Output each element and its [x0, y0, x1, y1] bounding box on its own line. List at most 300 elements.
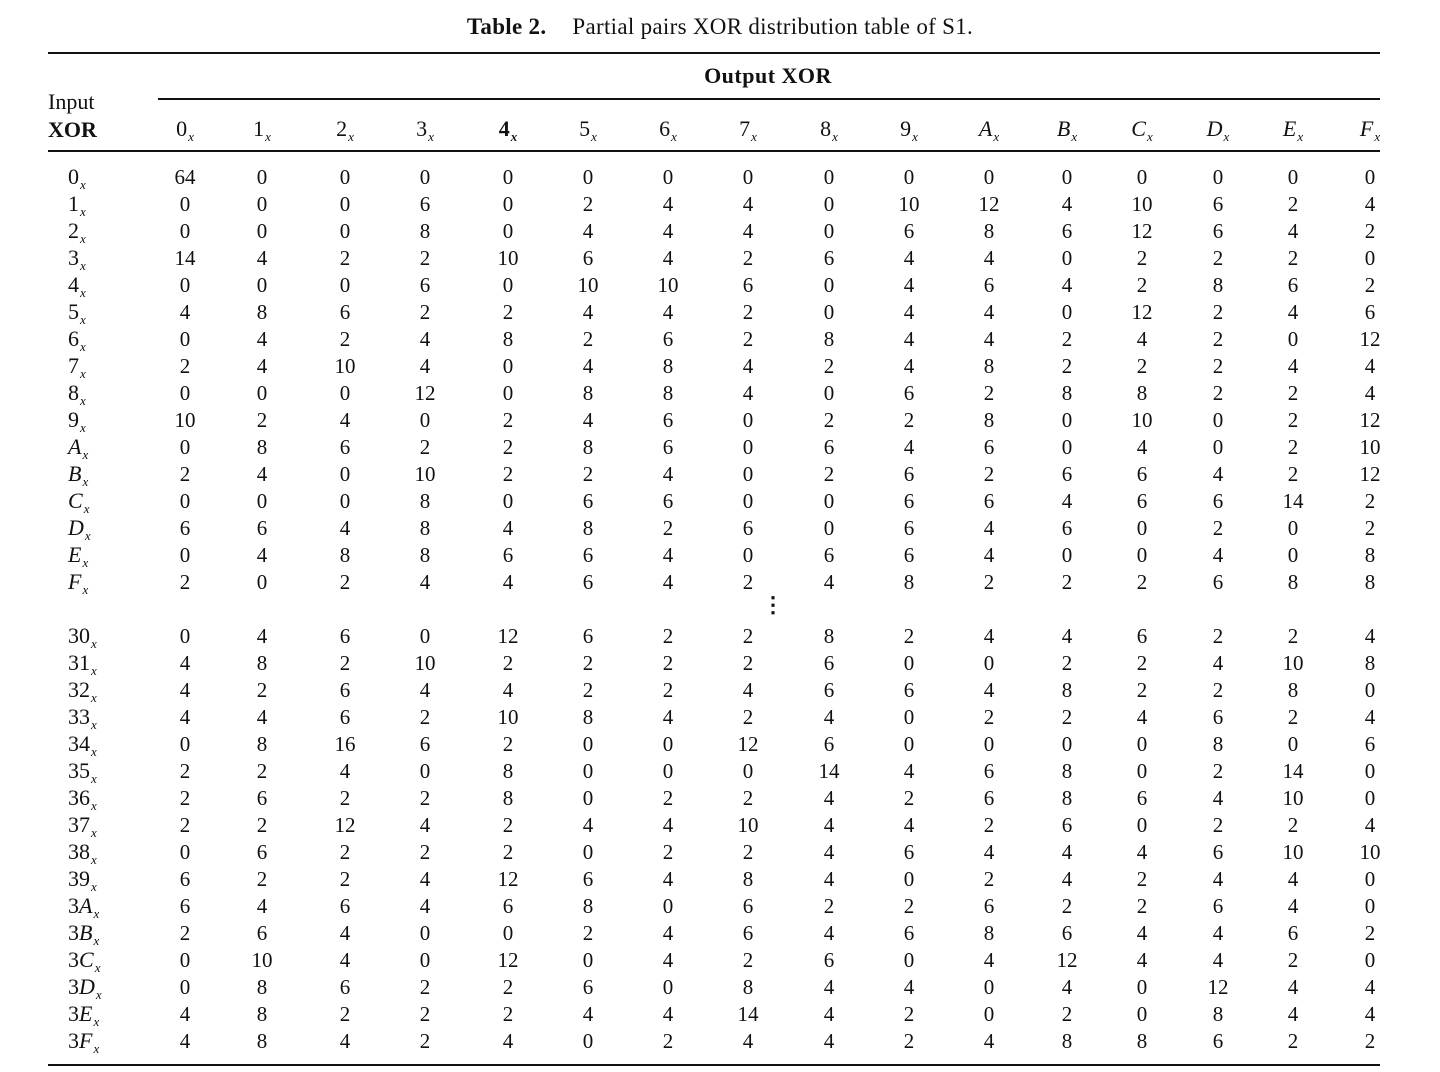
table-cell: 2	[1212, 624, 1224, 648]
row-label-subscript: x	[80, 177, 86, 192]
row-label-prefix: 3	[68, 758, 79, 783]
table-cell: 2	[419, 840, 431, 864]
table-cell: 8	[256, 975, 268, 999]
table-cell: 0	[179, 381, 191, 405]
input-header-line2: XOR	[48, 117, 97, 142]
table-cell: 6	[179, 867, 191, 891]
table-cell: 0	[582, 759, 594, 783]
table-cell: 4	[662, 543, 674, 567]
column-header-digit: 3	[416, 116, 428, 141]
table-cell: 8	[502, 327, 514, 351]
table-cell: 0	[179, 219, 191, 243]
table-cell: 2	[1287, 1029, 1299, 1053]
table-cell: 0	[179, 840, 191, 864]
table-cell: 4	[582, 354, 594, 378]
table-cell: 4	[179, 678, 191, 702]
table-cell: 0	[983, 651, 995, 675]
column-header	[820, 116, 838, 145]
table-cell: 0	[339, 381, 351, 405]
table-cell: 4	[419, 327, 431, 351]
table-cell: 8	[1136, 381, 1148, 405]
table-cell: 4	[1287, 300, 1299, 324]
table-cell: 8	[903, 570, 915, 594]
table-cell: 0	[1287, 165, 1299, 189]
table-cell: 12	[737, 732, 759, 756]
table-cell: 6	[662, 408, 674, 432]
table-cell: 0	[582, 165, 594, 189]
table-cell: 4	[983, 948, 995, 972]
table-cell: 6	[742, 894, 754, 918]
table-cell: 14	[1282, 759, 1304, 783]
table-cell: 8	[582, 705, 594, 729]
table-cell: 4	[1061, 624, 1073, 648]
table-cell: 6	[1212, 219, 1224, 243]
input-xor-header	[48, 88, 97, 144]
column-header-subscript: x	[428, 129, 434, 144]
table-cell: 0	[1061, 408, 1073, 432]
table-cell: 2	[582, 462, 594, 486]
table-cell: 0	[1287, 732, 1299, 756]
table-cell: 0	[1364, 165, 1376, 189]
table-cell: 0	[662, 732, 674, 756]
table-cell: 10	[1359, 435, 1381, 459]
table-cell: 2	[742, 651, 754, 675]
table-cell: 6	[823, 651, 835, 675]
row-label-prefix: 3	[68, 1028, 79, 1053]
table-cell: 2	[1287, 246, 1299, 270]
table-cell: 0	[179, 489, 191, 513]
table-cell: 0	[179, 975, 191, 999]
row-label-digit: F	[68, 569, 82, 594]
table-cell: 4	[1364, 975, 1376, 999]
table-cell: 10	[657, 273, 679, 297]
table-cell: 8	[823, 624, 835, 648]
table-cell: 0	[256, 489, 268, 513]
table-cell: 4	[582, 1002, 594, 1026]
table-cell: 4	[742, 354, 754, 378]
table-cell: 8	[1061, 759, 1073, 783]
table-cell: 2	[419, 435, 431, 459]
table-cell: 8	[419, 219, 431, 243]
row-label-subscript: x	[80, 420, 86, 435]
table-cell: 12	[334, 813, 356, 837]
table-cell: 4	[256, 462, 268, 486]
table-cell: 0	[419, 921, 431, 945]
table-cell: 6	[1212, 705, 1224, 729]
table-cell: 4	[1061, 867, 1073, 891]
table-cell: 0	[1136, 732, 1148, 756]
row-label-prefix: 3	[68, 731, 79, 756]
table-cell: 10	[1282, 786, 1304, 810]
table-cell: 0	[256, 219, 268, 243]
table-cell: 2	[339, 651, 351, 675]
table-cell: 4	[1287, 354, 1299, 378]
table-cell: 4	[983, 1029, 995, 1053]
table-cell: 8	[256, 300, 268, 324]
table-cell: 4	[582, 300, 594, 324]
row-label-digit: 6	[79, 785, 90, 810]
table-cell: 2	[1364, 921, 1376, 945]
table-cell: 6	[983, 435, 995, 459]
table-cell: 12	[978, 192, 1000, 216]
table-cell: 2	[1287, 624, 1299, 648]
table-cell: 2	[983, 462, 995, 486]
table-cell: 2	[983, 867, 995, 891]
table-cell: 6	[823, 678, 835, 702]
table-cell: 4	[1287, 1002, 1299, 1026]
table-cell: 2	[1364, 273, 1376, 297]
table-cell: 4	[742, 381, 754, 405]
column-header-digit: 0	[176, 116, 188, 141]
row-label-subscript: x	[91, 663, 97, 678]
table-cell: 2	[742, 327, 754, 351]
table-cell: 4	[983, 678, 995, 702]
table-cell: 4	[903, 273, 915, 297]
table-cell: 2	[256, 759, 268, 783]
row-label-subscript: x	[80, 258, 86, 273]
table-cell: 0	[1364, 246, 1376, 270]
column-header-digit: B	[1056, 116, 1071, 141]
table-cell: 4	[256, 246, 268, 270]
table-cell: 2	[742, 624, 754, 648]
table-cell: 4	[1364, 381, 1376, 405]
table-cell: 0	[903, 948, 915, 972]
table-cell: 4	[1212, 786, 1224, 810]
column-header	[659, 116, 677, 145]
input-header-line1: Input	[48, 89, 95, 114]
table-cell: 2	[1212, 759, 1224, 783]
table-cell: 0	[1287, 327, 1299, 351]
table-cell: 6	[1212, 192, 1224, 216]
row-label-prefix: 3	[68, 947, 79, 972]
row-label-prefix: 3	[68, 839, 79, 864]
table-cell: 2	[419, 300, 431, 324]
table-cell: 6	[983, 489, 995, 513]
table-cell: 0	[419, 165, 431, 189]
table-cell: 4	[582, 219, 594, 243]
table-cell: 8	[582, 381, 594, 405]
table-cell: 6	[1364, 732, 1376, 756]
table-cell: 0	[1287, 516, 1299, 540]
column-header-subscript: x	[993, 129, 1000, 144]
table-cell: 0	[983, 732, 995, 756]
row-label-subscript: x	[80, 285, 86, 300]
table-cell: 6	[1212, 1029, 1224, 1053]
table-cell: 4	[1287, 867, 1299, 891]
table-cell: 14	[737, 1002, 759, 1026]
table-cell: 4	[903, 759, 915, 783]
table-cell: 4	[662, 462, 674, 486]
row-label-digit: 0	[79, 623, 90, 648]
table-cell: 6	[983, 894, 995, 918]
table-cell: 4	[1364, 813, 1376, 837]
row-label-subscript: x	[91, 852, 97, 867]
table-cell: 2	[502, 408, 514, 432]
column-header-digit: F	[1359, 116, 1374, 141]
table-cell: 6	[1212, 489, 1224, 513]
row-label-digit: B	[68, 461, 82, 486]
table-cell: 0	[502, 219, 514, 243]
table-cell: 0	[419, 624, 431, 648]
table-cell: 2	[502, 840, 514, 864]
table-cell: 2	[1061, 327, 1073, 351]
table-cell: 4	[502, 570, 514, 594]
table-cell: 2	[1287, 192, 1299, 216]
table-cell: 10	[497, 246, 519, 270]
column-header	[900, 116, 918, 145]
row-label-digit: 3	[68, 245, 79, 270]
table-cell: 2	[502, 462, 514, 486]
table-cell: 8	[983, 408, 995, 432]
row-label-subscript: x	[94, 960, 101, 975]
table-cell: 2	[179, 462, 191, 486]
table-cell: 6	[823, 246, 835, 270]
table-cell: 10	[1131, 408, 1153, 432]
table-cell: 0	[1136, 1002, 1148, 1026]
table-cell: 6	[662, 435, 674, 459]
row-label-digit: E	[68, 542, 82, 567]
table-cell: 4	[1061, 489, 1073, 513]
table-cell: 4	[1364, 624, 1376, 648]
table-cell: 0	[662, 894, 674, 918]
table-cell: 6	[903, 489, 915, 513]
table-cell: 6	[1136, 462, 1148, 486]
column-header	[336, 116, 354, 145]
table-cell: 4	[662, 705, 674, 729]
table-cell: 4	[823, 1002, 835, 1026]
table-cell: 0	[903, 705, 915, 729]
column-header-subscript: x	[1374, 129, 1381, 144]
column-header	[1131, 116, 1152, 145]
row-label-digit: 2	[68, 218, 79, 243]
output-header-rule	[158, 98, 1380, 100]
row-label-prefix: 3	[68, 812, 79, 837]
table-cell: 4	[662, 948, 674, 972]
table-cell: 4	[1364, 1002, 1376, 1026]
table-cell: 2	[256, 408, 268, 432]
row-label	[68, 570, 88, 602]
table-cell: 8	[419, 543, 431, 567]
table-cell: 4	[1136, 948, 1148, 972]
row-label-subscript: x	[93, 906, 100, 921]
table-cell: 4	[419, 867, 431, 891]
table-cell: 4	[256, 327, 268, 351]
table-cell: 2	[1287, 948, 1299, 972]
row-label-subscript: x	[80, 312, 86, 327]
table-cell: 6	[502, 894, 514, 918]
table-cell: 2	[256, 867, 268, 891]
table-cell: 0	[1061, 165, 1073, 189]
row-label-digit: 1	[68, 191, 79, 216]
table-cell: 0	[179, 624, 191, 648]
table-cell: 2	[339, 840, 351, 864]
table-cell: 8	[1136, 1029, 1148, 1053]
table-cell: 8	[256, 1029, 268, 1053]
table-cell: 0	[1061, 543, 1073, 567]
table-cell: 8	[1287, 570, 1299, 594]
table-cell: 0	[662, 975, 674, 999]
table-cell: 14	[1282, 489, 1304, 513]
table-cell: 6	[903, 219, 915, 243]
table-cell: 2	[742, 246, 754, 270]
table-cell: 2	[903, 1002, 915, 1026]
table-cell: 2	[1061, 354, 1073, 378]
table-cell: 4	[339, 516, 351, 540]
table-cell: 0	[1364, 894, 1376, 918]
table-cell: 2	[582, 921, 594, 945]
table-cell: 2	[1136, 570, 1148, 594]
row-ellipsis: ⋮	[762, 592, 784, 617]
table-cell: 8	[1061, 786, 1073, 810]
table-cell: 4	[662, 921, 674, 945]
table-cell: 6	[1061, 921, 1073, 945]
table-cell: 2	[1212, 246, 1224, 270]
table-cell: 4	[903, 300, 915, 324]
row-label-subscript: x	[91, 771, 97, 786]
table-cell: 0	[742, 489, 754, 513]
table-cell: 8	[1212, 732, 1224, 756]
row-label-digit: A	[79, 893, 93, 918]
table-cell: 12	[1207, 975, 1229, 999]
table-cell: 6	[903, 921, 915, 945]
table-cell: 10	[174, 408, 196, 432]
table-cell: 6	[662, 327, 674, 351]
table-cell: 2	[903, 786, 915, 810]
table-cell: 0	[742, 543, 754, 567]
table-cell: 10	[1282, 840, 1304, 864]
table-cell: 6	[903, 462, 915, 486]
table-cell: 8	[1287, 678, 1299, 702]
table-cell: 4	[823, 813, 835, 837]
row-label-subscript: x	[91, 717, 97, 732]
row-label-subscript: x	[91, 744, 97, 759]
row-label-subscript: x	[91, 636, 97, 651]
table-cell: 4	[1364, 705, 1376, 729]
table-cell: 12	[1131, 300, 1153, 324]
table-cell: 6	[1212, 840, 1224, 864]
table-cell: 2	[419, 246, 431, 270]
table-cell: 4	[179, 1029, 191, 1053]
row-label-digit: D	[68, 515, 84, 540]
table-cell: 6	[419, 732, 431, 756]
table-cell: 2	[662, 624, 674, 648]
table-cell: 8	[502, 759, 514, 783]
table-cell: 0	[256, 570, 268, 594]
table-cell: 2	[1212, 516, 1224, 540]
table-cell: 10	[251, 948, 273, 972]
table-cell: 0	[823, 192, 835, 216]
table-cell: 2	[662, 840, 674, 864]
row-label-digit: B	[79, 920, 93, 945]
table-cell: 2	[1061, 705, 1073, 729]
table-cell: 10	[1282, 651, 1304, 675]
table-cell: 6	[339, 705, 351, 729]
table-cell: 2	[903, 894, 915, 918]
table-cell: 4	[823, 705, 835, 729]
table-cell: 0	[502, 921, 514, 945]
table-cell: 0	[256, 165, 268, 189]
table-cell: 0	[502, 489, 514, 513]
table-cell: 6	[256, 786, 268, 810]
table-cell: 8	[1061, 678, 1073, 702]
table-cell: 4	[339, 408, 351, 432]
table-cell: 0	[1061, 300, 1073, 324]
table-cell: 4	[582, 408, 594, 432]
table-cell: 0	[339, 462, 351, 486]
row-label-subscript: x	[83, 501, 90, 516]
row-label-digit: F	[79, 1028, 93, 1053]
table-cell: 4	[662, 867, 674, 891]
table-cell: 4	[1061, 273, 1073, 297]
table-cell: 0	[662, 759, 674, 783]
table-cell: 2	[1136, 651, 1148, 675]
row-label-digit: 6	[68, 326, 79, 351]
table-cell: 4	[1364, 192, 1376, 216]
table-cell: 6	[903, 381, 915, 405]
table-cell: 0	[502, 273, 514, 297]
table-cell: 2	[339, 246, 351, 270]
table-cell: 4	[1212, 867, 1224, 891]
table-cell: 6	[419, 273, 431, 297]
table-cell: 2	[179, 921, 191, 945]
table-cell: 4	[419, 570, 431, 594]
table-cell: 2	[419, 1029, 431, 1053]
table-cell: 6	[256, 840, 268, 864]
table-cell: 2	[1287, 408, 1299, 432]
table-cell: 2	[1136, 678, 1148, 702]
table-cell: 4	[1136, 327, 1148, 351]
table-cell: 2	[256, 678, 268, 702]
table-cell: 2	[179, 354, 191, 378]
table-cell: 10	[414, 462, 436, 486]
table-cell: 4	[256, 705, 268, 729]
table-cell: 6	[339, 975, 351, 999]
row-label-subscript: x	[91, 825, 97, 840]
table-cell: 8	[502, 786, 514, 810]
column-header-digit: E	[1282, 116, 1297, 141]
table-cell: 2	[823, 894, 835, 918]
table-cell: 0	[256, 192, 268, 216]
table-cell: 0	[823, 381, 835, 405]
table-cell: 4	[1287, 894, 1299, 918]
table-cell: 10	[1359, 840, 1381, 864]
row-label-digit: 8	[68, 380, 79, 405]
table-cell: 2	[662, 786, 674, 810]
table-cell: 2	[1364, 489, 1376, 513]
table-cell: 6	[903, 516, 915, 540]
column-header-digit: D	[1206, 116, 1223, 141]
table-cell: 12	[414, 381, 436, 405]
row-label-prefix: 3	[68, 893, 79, 918]
table-cell: 10	[737, 813, 759, 837]
row-label-digit: C	[68, 488, 83, 513]
table-cell: 4	[502, 516, 514, 540]
table-cell: 4	[662, 813, 674, 837]
table-cell: 0	[419, 759, 431, 783]
table-cell: 2	[1061, 1002, 1073, 1026]
table-cell: 0	[742, 462, 754, 486]
table-cell: 4	[903, 327, 915, 351]
table-cell: 0	[1364, 948, 1376, 972]
column-header-digit: 7	[739, 116, 751, 141]
table-cell: 4	[1061, 975, 1073, 999]
table-cell: 4	[903, 435, 915, 459]
table-cell: 2	[1212, 678, 1224, 702]
table-cell: 6	[742, 273, 754, 297]
table-cell: 2	[419, 705, 431, 729]
table-cell: 0	[903, 165, 915, 189]
table-cell: 4	[1364, 354, 1376, 378]
